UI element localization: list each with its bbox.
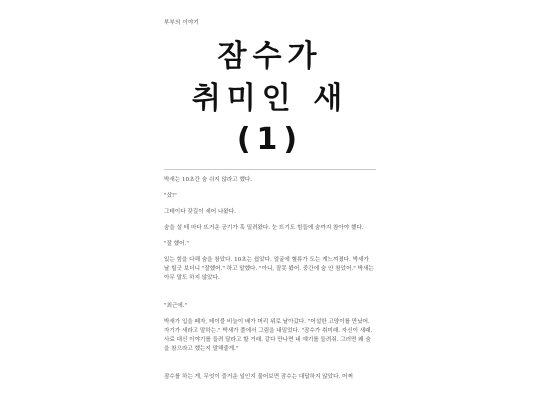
paragraph: "샀!" — [164, 193, 177, 199]
body-text — [164, 176, 376, 389]
paragraph: "잘 했어." — [164, 241, 189, 247]
paragraph: 숨을 설 테 마다 뜨거운 공기가 혹 밀려왔다. 눈 뜨기도 힘들에 숨까지 참아야 했다. — [164, 225, 364, 231]
paragraph: 있는 힘을 다해 숨을 참았다. 10초는 쉽았다. 얼굴에 혈류가 도는 게느껴졌다. 박새가 날 힐긋 보더니 "잘했어." 하고 말했다. "아니, 잘못 봤어. 중간에 숨 안 참았어." 박새는 아무 말도 하지 않았다. — [164, 257, 374, 281]
header-label: 부부의 이야기 — [164, 20, 200, 26]
paragraph: 그테이다 갖길이 세어 나왔다. — [164, 209, 236, 215]
paragraph: "최근에." — [164, 303, 188, 309]
paragraph: 잠수를 하는 게, 무엇이 즐거운 일인지 물어보면 잠수는 대답하지 않았다. 어쩌 — [164, 374, 353, 380]
title-line-2: 취미인 새 — [191, 81, 349, 116]
title-divider — [164, 169, 376, 170]
title-line-3: (1) — [236, 122, 304, 157]
paragraph: 박새는 10초간 숨 쉬지 않라고 했다. — [164, 177, 253, 183]
title-line-1: 잠수가 — [217, 39, 323, 74]
paragraph: 박새가 입을 떼자, 테이블 비늘이 배가 머리 위로 날아갔다. "어설한 고양이를 만났어. 자기가 새라고 말하는." 박새가 풀에서 그림을 내밀었다. "잠수가 취미래. 자신이 새래. 사료 대신 이야기를 들려 달라고 할 거래. 같다 만나면 네 얘기를 들려줘. 그러면 왜 숨을 참으라고 했는지 말해줄게." — [164, 319, 373, 352]
